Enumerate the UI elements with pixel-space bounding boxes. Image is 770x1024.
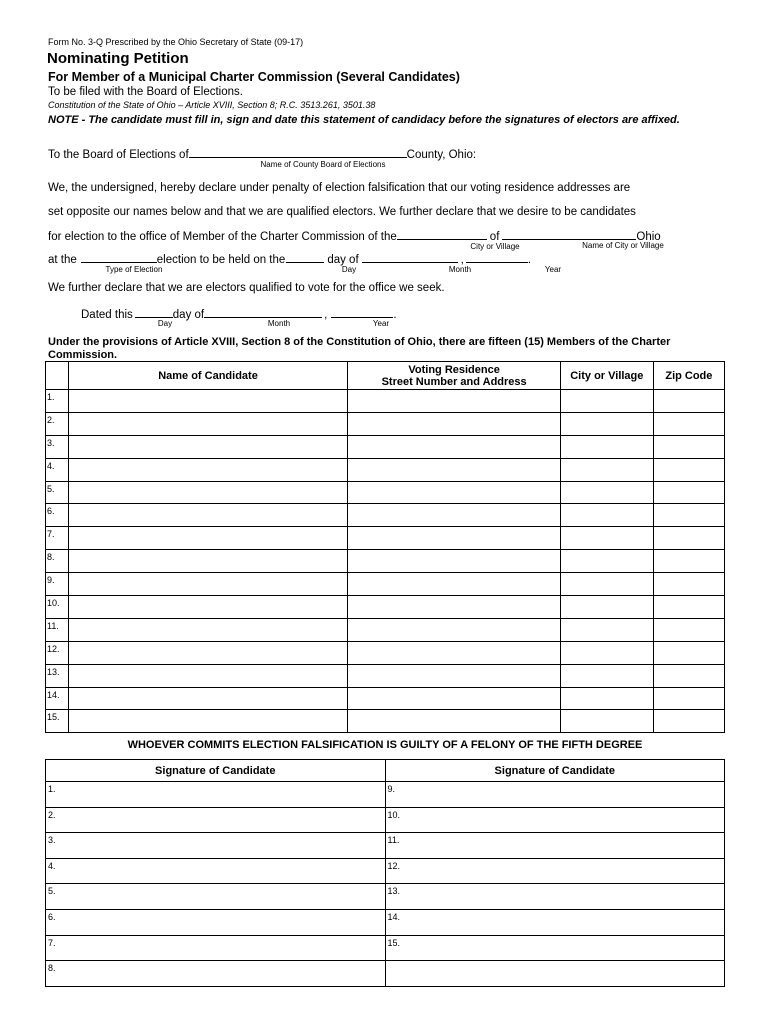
election-year-field[interactable]: [466, 252, 528, 263]
candidate-name-cell[interactable]: [68, 573, 348, 596]
signature-row: [46, 935, 725, 961]
board-line: [48, 147, 476, 161]
row-number: 15.: [46, 710, 69, 733]
dated-month-caption: Month: [267, 319, 291, 328]
declaration-line-2: set opposite our names below and that we are qualified electors. We further declare that we desire to be candidates: [48, 206, 636, 218]
type-of-election-field[interactable]: [81, 252, 157, 263]
table-row: [46, 618, 725, 641]
row-number: 8.: [46, 550, 69, 573]
header-voting-residence: [348, 362, 561, 390]
election-month-field[interactable]: [362, 252, 458, 263]
declaration-line-3-text: for election to the office of Member of the Charter Commission of the: [48, 231, 397, 243]
declaration-of-text: of: [489, 231, 500, 243]
zip-code-cell[interactable]: [653, 710, 724, 733]
candidate-table: [45, 361, 725, 733]
period-text: .: [527, 254, 532, 266]
residence-address-cell[interactable]: [348, 390, 561, 413]
table-row: [46, 573, 725, 596]
city-village-cell[interactable]: [560, 527, 653, 550]
zip-code-cell[interactable]: [653, 550, 724, 573]
row-number: 6.: [46, 504, 69, 527]
dated-year-caption: Year: [372, 319, 390, 328]
residence-address-cell[interactable]: [348, 573, 561, 596]
signature-cell-left[interactable]: 6.: [46, 909, 386, 935]
signature-rows: [46, 782, 725, 987]
table-row: [46, 710, 725, 733]
declaration-line-5: We further declare that we are electors qualified to vote for the office we seek.: [48, 282, 445, 294]
board-prefix: To the Board of Elections of: [48, 149, 189, 161]
declaration-line-1: We, the undersigned, hereby declare under penalty of election falsification that our voting residence addresses are: [48, 182, 631, 194]
city-village-cell[interactable]: [560, 412, 653, 435]
city-village-cell[interactable]: [560, 458, 653, 481]
row-number: 5.: [46, 481, 69, 504]
candidate-name-cell[interactable]: [68, 687, 348, 710]
signature-header-right: Signature of Candidate: [385, 760, 725, 782]
signature-cell-left[interactable]: 4.: [46, 858, 386, 884]
zip-code-cell[interactable]: [653, 527, 724, 550]
signature-cell-right[interactable]: 11.: [385, 833, 725, 859]
signature-cell-right[interactable]: [385, 961, 725, 987]
zip-code-cell[interactable]: [653, 435, 724, 458]
row-number: 9.: [46, 573, 69, 596]
year-caption: Year: [544, 265, 562, 274]
candidate-rows: [46, 390, 725, 733]
table-row: [46, 390, 725, 413]
row-number: 11.: [46, 618, 69, 641]
residence-address-cell[interactable]: [348, 596, 561, 619]
dated-day-field[interactable]: [135, 307, 173, 318]
row-number: 13.: [46, 664, 69, 687]
candidate-name-cell[interactable]: [68, 596, 348, 619]
candidate-name-cell[interactable]: [68, 641, 348, 664]
signature-cell-left[interactable]: 1.: [46, 782, 386, 808]
declaration-line-4: [48, 252, 531, 266]
city-village-cell[interactable]: [560, 435, 653, 458]
signature-cell-left[interactable]: 5.: [46, 884, 386, 910]
provisions-text: Under the provisions of Article XVIII, Section 8 of the Constitution of Ohio, there are fifteen (15) Members of the Charter Commission.: [48, 336, 671, 361]
signature-row: [46, 858, 725, 884]
city-village-caption: City or Village: [470, 242, 520, 251]
table-row: [46, 435, 725, 458]
city-or-village-field[interactable]: [397, 229, 487, 240]
candidate-name-cell[interactable]: [68, 481, 348, 504]
page-title: Nominating Petition: [47, 50, 189, 67]
signature-row: [46, 884, 725, 910]
day-of-text: day of: [327, 254, 359, 266]
signature-cell-right[interactable]: 13.: [385, 884, 725, 910]
candidate-name-cell[interactable]: [68, 458, 348, 481]
dated-comma: ,: [324, 309, 328, 321]
name-of-city-village-field[interactable]: [502, 229, 636, 240]
dated-year-field[interactable]: [331, 307, 393, 318]
city-village-cell[interactable]: [560, 641, 653, 664]
header-name-of-candidate: Name of Candidate: [68, 362, 348, 390]
signature-cell-right[interactable]: 15.: [385, 935, 725, 961]
zip-code-cell[interactable]: [653, 481, 724, 504]
signature-cell-right[interactable]: 12.: [385, 858, 725, 884]
comma-text: ,: [460, 254, 464, 266]
signature-row: [46, 782, 725, 808]
row-number: 12.: [46, 641, 69, 664]
table-row: [46, 641, 725, 664]
dated-day-caption: Day: [157, 319, 173, 328]
zip-code-cell[interactable]: [653, 573, 724, 596]
candidate-name-cell[interactable]: [68, 435, 348, 458]
signature-cell-right[interactable]: 14.: [385, 909, 725, 935]
header-number-cell: [46, 362, 69, 390]
residence-address-cell[interactable]: [348, 550, 561, 573]
constitution-reference: Constitution of the State of Ohio – Article XVIII, Section 8; R.C. 3513.261, 3501.38: [48, 100, 376, 110]
at-the-text: at the: [48, 254, 77, 266]
board-suffix: County, Ohio:: [406, 149, 477, 161]
form-number: Form No. 3-Q Prescribed by the Ohio Secretary of State (09-17): [48, 37, 304, 47]
row-number: 1.: [46, 390, 69, 413]
header-zip-code: Zip Code: [653, 362, 724, 390]
signature-row: [46, 909, 725, 935]
header-city-or-village: City or Village: [560, 362, 653, 390]
city-village-cell[interactable]: [560, 481, 653, 504]
residence-address-cell[interactable]: [348, 412, 561, 435]
signature-cell-right[interactable]: 9.: [385, 782, 725, 808]
candidate-name-cell[interactable]: [68, 527, 348, 550]
signature-cell-left[interactable]: 2.: [46, 807, 386, 833]
zip-code-cell[interactable]: [653, 687, 724, 710]
residence-address-cell[interactable]: [348, 664, 561, 687]
row-number: 2.: [46, 412, 69, 435]
ohio-text: Ohio: [636, 231, 661, 243]
table-row: [46, 687, 725, 710]
row-number: 10.: [46, 596, 69, 619]
held-on-text: election to be held on the: [156, 254, 286, 266]
county-board-caption: Name of County Board of Elections: [260, 160, 386, 169]
zip-code-cell[interactable]: [653, 596, 724, 619]
election-day-field[interactable]: [286, 252, 324, 263]
candidate-name-cell[interactable]: [68, 664, 348, 687]
header-residence-line-1: Voting Residence: [408, 363, 500, 376]
header-residence-line-2: Street Number and Address: [381, 375, 527, 388]
residence-address-cell[interactable]: [348, 435, 561, 458]
row-number: 14.: [46, 687, 69, 710]
city-village-cell[interactable]: [560, 390, 653, 413]
row-number: 3.: [46, 435, 69, 458]
city-village-cell[interactable]: [560, 618, 653, 641]
day-caption: Day: [341, 265, 357, 274]
residence-address-cell[interactable]: [348, 504, 561, 527]
candidate-name-cell[interactable]: [68, 412, 348, 435]
residence-address-cell[interactable]: [348, 458, 561, 481]
county-board-field[interactable]: [189, 147, 407, 158]
residence-address-cell[interactable]: [348, 618, 561, 641]
dated-day-of: day of: [172, 309, 205, 321]
name-city-village-caption: Name of City or Village: [582, 241, 664, 250]
zip-code-cell[interactable]: [653, 641, 724, 664]
zip-code-cell[interactable]: [653, 618, 724, 641]
table-row: [46, 504, 725, 527]
city-village-cell[interactable]: [560, 664, 653, 687]
signature-table: [45, 759, 725, 987]
signature-header-left: Signature of Candidate: [46, 760, 386, 782]
dated-period: .: [393, 309, 397, 321]
dated-prefix: Dated this: [81, 309, 133, 321]
zip-code-cell[interactable]: [653, 390, 724, 413]
candidate-table-header: [46, 362, 725, 390]
city-village-cell[interactable]: [560, 687, 653, 710]
candidate-name-cell[interactable]: [68, 550, 348, 573]
residence-address-cell[interactable]: [348, 710, 561, 733]
residence-address-cell[interactable]: [348, 481, 561, 504]
dated-month-field[interactable]: [204, 307, 322, 318]
table-row: [46, 596, 725, 619]
candidate-name-cell[interactable]: [68, 710, 348, 733]
candidate-name-cell[interactable]: [68, 618, 348, 641]
city-village-cell[interactable]: [560, 596, 653, 619]
filed-with-text: To be filed with the Board of Elections.: [48, 86, 243, 98]
candidate-name-cell[interactable]: [68, 504, 348, 527]
type-election-caption: Type of Election: [105, 265, 163, 274]
zip-code-cell[interactable]: [653, 664, 724, 687]
city-village-cell[interactable]: [560, 573, 653, 596]
row-number: 4.: [46, 458, 69, 481]
city-village-cell[interactable]: [560, 550, 653, 573]
table-row: [46, 664, 725, 687]
zip-code-cell[interactable]: [653, 504, 724, 527]
signature-row: [46, 833, 725, 859]
signature-cell-left[interactable]: 8.: [46, 961, 386, 987]
table-row: [46, 550, 725, 573]
table-row: [46, 412, 725, 435]
row-number: 7.: [46, 527, 69, 550]
signature-row: [46, 961, 725, 987]
city-village-cell[interactable]: [560, 504, 653, 527]
signature-row: [46, 807, 725, 833]
table-row: [46, 458, 725, 481]
zip-code-cell[interactable]: [653, 412, 724, 435]
table-row: [46, 527, 725, 550]
felony-warning: WHOEVER COMMITS ELECTION FALSIFICATION IS GUILTY OF A FELONY OF THE FIFTH DEGREE: [127, 739, 643, 751]
residence-address-cell[interactable]: [348, 687, 561, 710]
candidate-note: NOTE - The candidate must fill in, sign and date this statement of candidacy before the signatures of electors are affixed.: [48, 114, 680, 126]
zip-code-cell[interactable]: [653, 458, 724, 481]
signature-cell-left[interactable]: 3.: [46, 833, 386, 859]
table-row: [46, 481, 725, 504]
page-subtitle: For Member of a Municipal Charter Commission (Several Candidates): [48, 70, 460, 84]
signature-cell-right[interactable]: 10.: [385, 807, 725, 833]
signature-cell-left[interactable]: 7.: [46, 935, 386, 961]
residence-address-cell[interactable]: [348, 527, 561, 550]
signature-table-header: [46, 760, 725, 782]
month-caption: Month: [448, 265, 472, 274]
residence-address-cell[interactable]: [348, 641, 561, 664]
city-village-cell[interactable]: [560, 710, 653, 733]
candidate-name-cell[interactable]: [68, 390, 348, 413]
